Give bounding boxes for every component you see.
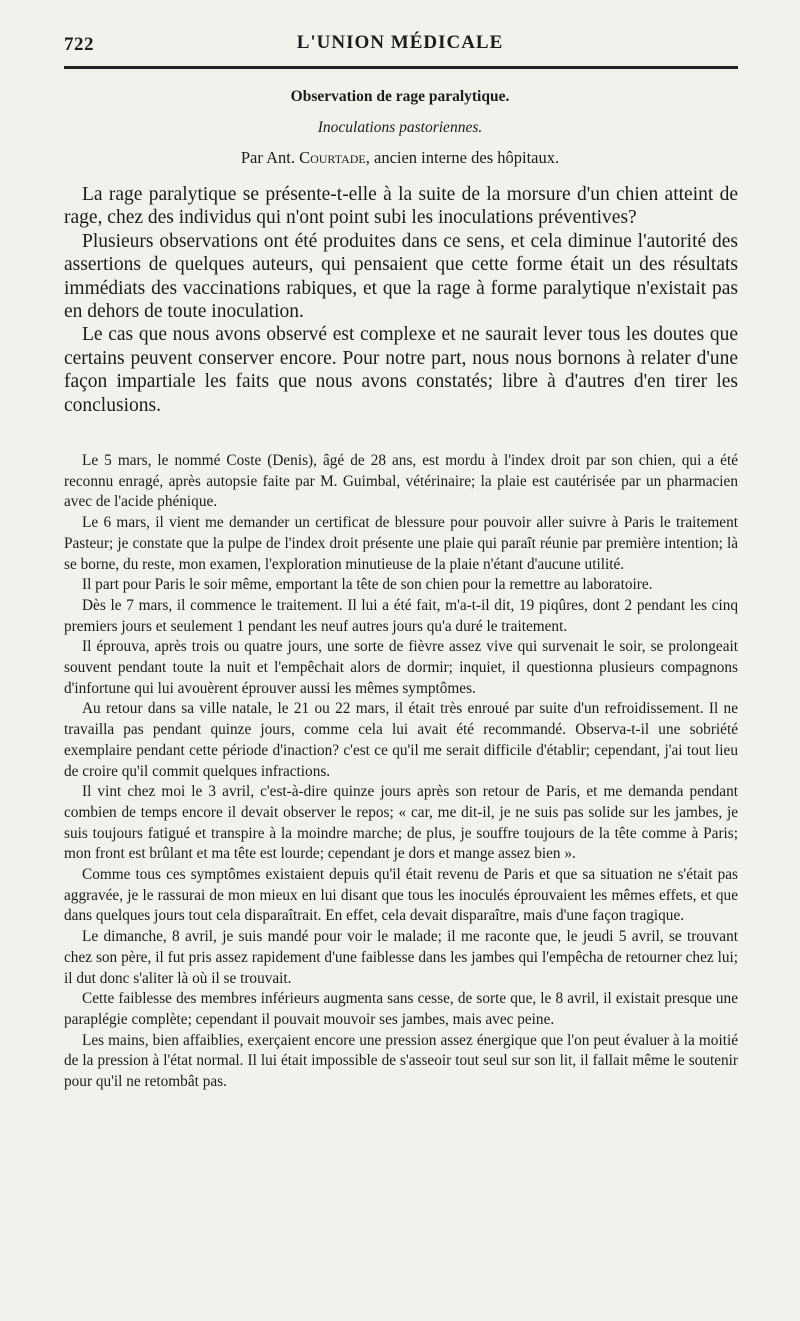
intro-text bbox=[64, 183, 738, 417]
header-rule bbox=[64, 66, 738, 69]
case-paragraph: Comme tous ces symptômes existaient depuis qu'il était revenu de Paris et que sa situation ne s'était pas aggravée, je le rassurai de mon mieux en lui disant que tous les inoculés éprouvaient les mêmes effets, et que dans quelques jours tout cela disparaîtrait. En effet, cela devait disparaître, mais d'une façon tragique. bbox=[64, 866, 738, 925]
case-paragraph: Dès le 7 mars, il commence le traitement. Il lui a été fait, m'a-t-il dit, 19 piqûres, dont 2 pendant les cinq premiers jours et seulement 1 pendant les neuf autres jours qu'a duré le traitement. bbox=[64, 596, 738, 635]
author-name: Courtade, bbox=[299, 148, 370, 167]
article-subtitle: Inoculations pastoriennes. bbox=[317, 119, 483, 136]
case-paragraph: Il vint chez moi le 3 avril, c'est-à-dire quinze jours après son retour de Paris, et me demanda pendant combien de temps encore il devait observer le repos; « car, me dit-il, je ne suis pas solide sur les jambes, je suis toujours fatigué et transpire à la moindre marche; de plus, je souffre toujours de la tête comme à Paris; mon front est brûlant et ma tête est lourde; cependant je dors et mange assez bien ». bbox=[64, 783, 738, 863]
case-paragraph: Le 5 mars, le nommé Coste (Denis), âgé de 28 ans, est mordu à l'index droit par son chien, qui a été reconnu enragé, après autopsie faite par M. Guimbal, vétérinaire; la plaie est cautérisée par un pharmacien avec de l'acide phénique. bbox=[64, 452, 738, 511]
case-paragraph: Le dimanche, 8 avril, je suis mandé pour voir le malade; il me raconte que, le jeudi 5 avril, se trouvant chez son père, il fut pris assez rapidement d'une faiblesse dans les jambes qui l'empêcha de retourner chez lui; il dut donc s'aliter là où il se trouvait. bbox=[64, 928, 738, 987]
article-title: Observation de rage paralytique. bbox=[290, 88, 510, 105]
case-report-text bbox=[64, 451, 738, 1093]
page-number: 722 bbox=[64, 34, 94, 55]
journal-title: L'UNION MÉDICALE bbox=[296, 32, 504, 53]
case-paragraph: Le 6 mars, il vient me demander un certificat de blessure pour pouvoir aller suivre à Paris le traitement Pasteur; je constate que la pulpe de l'index droit présente une plaie qui paraît réunie par première intention; là se borne, du reste, mon examen, l'exploration minutieuse de la plaie n'étant d'aucune utilité. bbox=[64, 514, 738, 573]
case-paragraph: Cette faiblesse des membres inférieurs augmenta sans cesse, de sorte que, le 8 avril, il existait presque une paraplégie complète; cependant il pouvait mouvoir ses jambes, mais avec peine. bbox=[64, 990, 738, 1028]
author-suffix: ancien interne des hôpitaux. bbox=[374, 148, 560, 167]
case-paragraph: Il éprouva, après trois ou quatre jours, une sorte de fièvre assez vive qui survenait le soir, se prolongeait souvent pendant toute la nuit et l'empêchait alors de dormir; inquiet, il questionna plusieurs compagnons d'infortune qui lui avouèrent éprouver aussi les mêmes symptômes. bbox=[64, 638, 738, 697]
running-head bbox=[0, 30, 800, 64]
intro-paragraph: Plusieurs observations ont été produites dans ce sens, et cela diminue l'autorité des assertions de quelques auteurs, qui pensaient que cette forme était un des résultats immédiats des vaccinations rabiques, et que la rage à forme paralytique n'existait pas en dehors de toute inoculation. bbox=[64, 230, 738, 323]
intro-paragraph: La rage paralytique se présente-t-elle à la suite de la morsure d'un chien atteint de rage, chez des individus qui n'ont point subi les inoculations préventives? bbox=[64, 184, 738, 229]
case-paragraph: Les mains, bien affaiblies, exerçaient encore une pression assez énergique que l'on peut évaluer à la moitié de la pression à l'état normal. Il lui était impossible de s'asseoir tout seul sur son lit, il fallait même le soutenir pour qu'il ne retombât pas. bbox=[64, 1031, 738, 1091]
case-paragraph: Il part pour Paris le soir même, emportant la tête de son chien pour la remettre au laboratoire. bbox=[82, 576, 653, 594]
intro-paragraph: Le cas que nous avons observé est complexe et ne saurait lever tous les doutes que certains peuvent conserver encore. Pour notre part, nous nous bornons à relater d'une façon impartiale les faits que nous avons constatés; libre à d'autres d'en tirer les conclusions. bbox=[64, 324, 738, 416]
case-paragraph: Au retour dans sa ville natale, le 21 ou 22 mars, il était très enroué par suite d'un refroidissement. Il ne travailla pas pendant quinze jours, comme cela lui avait été recommandé. Observa-t-il une sobriété exemplaire pendant cette période d'inaction? c'est ce qu'il me serait difficile d'établir; cependant, j'ai tout lieu de croire qu'il commit quelques infractions. bbox=[64, 700, 738, 780]
author-prefix: Par Ant. bbox=[240, 148, 295, 167]
author-line bbox=[0, 148, 800, 168]
